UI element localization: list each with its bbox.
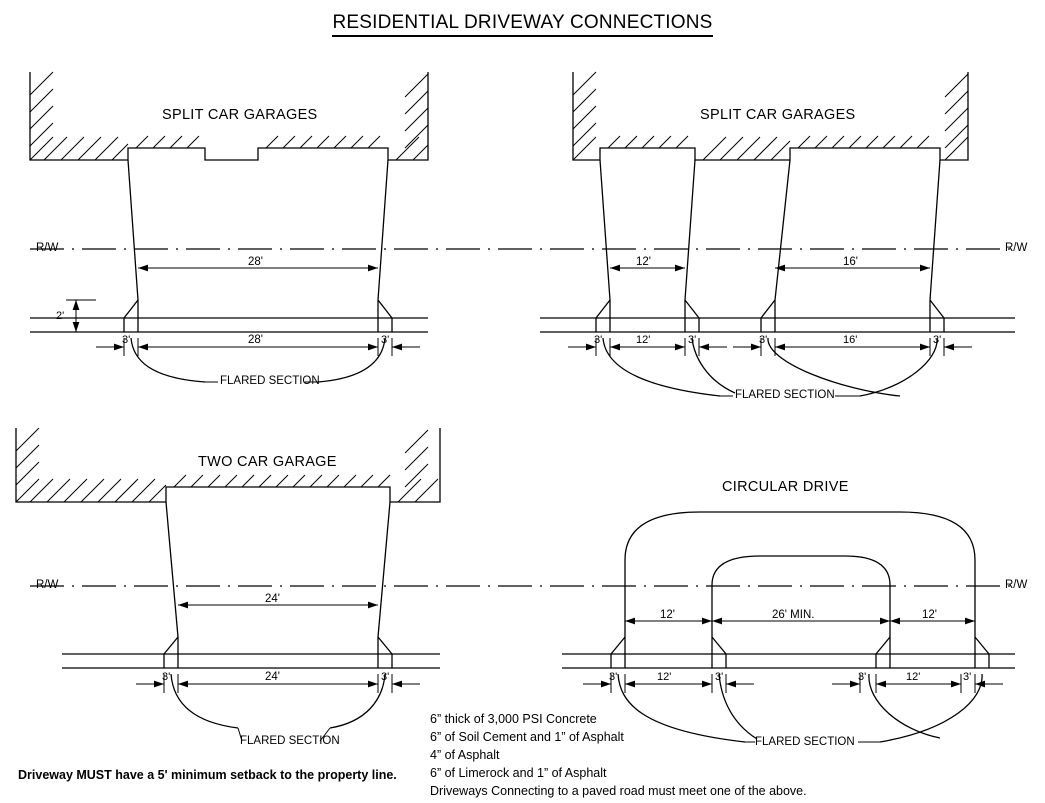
callout-flared-section-panel1: FLARED SECTION: [220, 375, 320, 387]
dim-upper-left-width-panel2: 12': [636, 256, 651, 268]
dim-flare-left-panel1: 3': [122, 334, 131, 346]
panel-title-circular-drive: CIRCULAR DRIVE: [722, 479, 849, 495]
dim-left-width-panel4: 12': [660, 609, 675, 621]
spec-note-5: Driveways Connecting to a paved road must meet one of the above.: [430, 784, 807, 798]
dim-lower-right-width-panel2: 16': [843, 334, 858, 346]
spec-note-4: 6” of Limerock and 1” of Asphalt: [430, 766, 607, 780]
page-title-text: RESIDENTIAL DRIVEWAY CONNECTIONS: [332, 12, 712, 37]
spec-note-3: 4” of Asphalt: [430, 748, 500, 762]
dim-lower-left-flare-right-panel4: 3': [715, 671, 724, 683]
rw-label-panel1: R/W: [36, 242, 59, 254]
dim-lower-right-flare-left-panel2: 3': [759, 334, 768, 346]
dim-lower-left-width-panel4: 12': [657, 671, 672, 683]
callout-flared-section-panel3: FLARED SECTION: [240, 735, 340, 747]
panel-title-split-car-garages-right: SPLIT CAR GARAGES: [700, 107, 856, 123]
callout-flared-section-panel2: FLARED SECTION: [735, 389, 835, 401]
dim-lower-left-flare-left-panel4: 3': [609, 671, 618, 683]
dim-upper-width-panel3: 24': [265, 593, 280, 605]
panel-title-two-car-garage: TWO CAR GARAGE: [198, 454, 337, 470]
dim-lower-left-width-panel2: 12': [636, 334, 651, 346]
dim-apron-depth-panel1: 2': [56, 310, 65, 322]
dim-lower-left-flare-left-panel2: 3': [594, 334, 603, 346]
dim-lower-right-flare-left-panel4: 3': [858, 671, 867, 683]
rw-label-panel4: R/W: [1005, 579, 1028, 591]
dim-lower-right-flare-right-panel2: 3': [933, 334, 942, 346]
spec-note-2: 6” of Soil Cement and 1” of Asphalt: [430, 730, 624, 744]
dim-flare-right-panel1: 3': [381, 334, 390, 346]
footer-setback-note: Driveway MUST have a 5' minimum setback to the property line.: [18, 768, 397, 782]
dim-flare-left-panel3: 3': [162, 671, 171, 683]
dim-center-width-panel4: 26' MIN.: [772, 609, 815, 621]
rw-label-panel2: R/W: [1005, 242, 1028, 254]
dim-lower-width-panel3: 24': [265, 671, 280, 683]
dim-lower-right-flare-right-panel4: 3': [963, 671, 972, 683]
dim-upper-right-width-panel2: 16': [843, 256, 858, 268]
dim-lower-right-width-panel4: 12': [906, 671, 921, 683]
spec-note-1: 6” thick of 3,000 PSI Concrete: [430, 712, 597, 726]
dim-lower-width-panel1: 28': [248, 334, 263, 346]
dim-flare-right-panel3: 3': [381, 671, 390, 683]
callout-flared-section-panel4: FLARED SECTION: [755, 736, 855, 748]
dim-right-width-panel4: 12': [922, 609, 937, 621]
rw-label-panel3: R/W: [36, 579, 59, 591]
dim-upper-width-panel1: 28': [248, 256, 263, 268]
panel-title-split-car-garages-left: SPLIT CAR GARAGES: [162, 107, 318, 123]
dim-lower-left-flare-right-panel2: 3': [688, 334, 697, 346]
